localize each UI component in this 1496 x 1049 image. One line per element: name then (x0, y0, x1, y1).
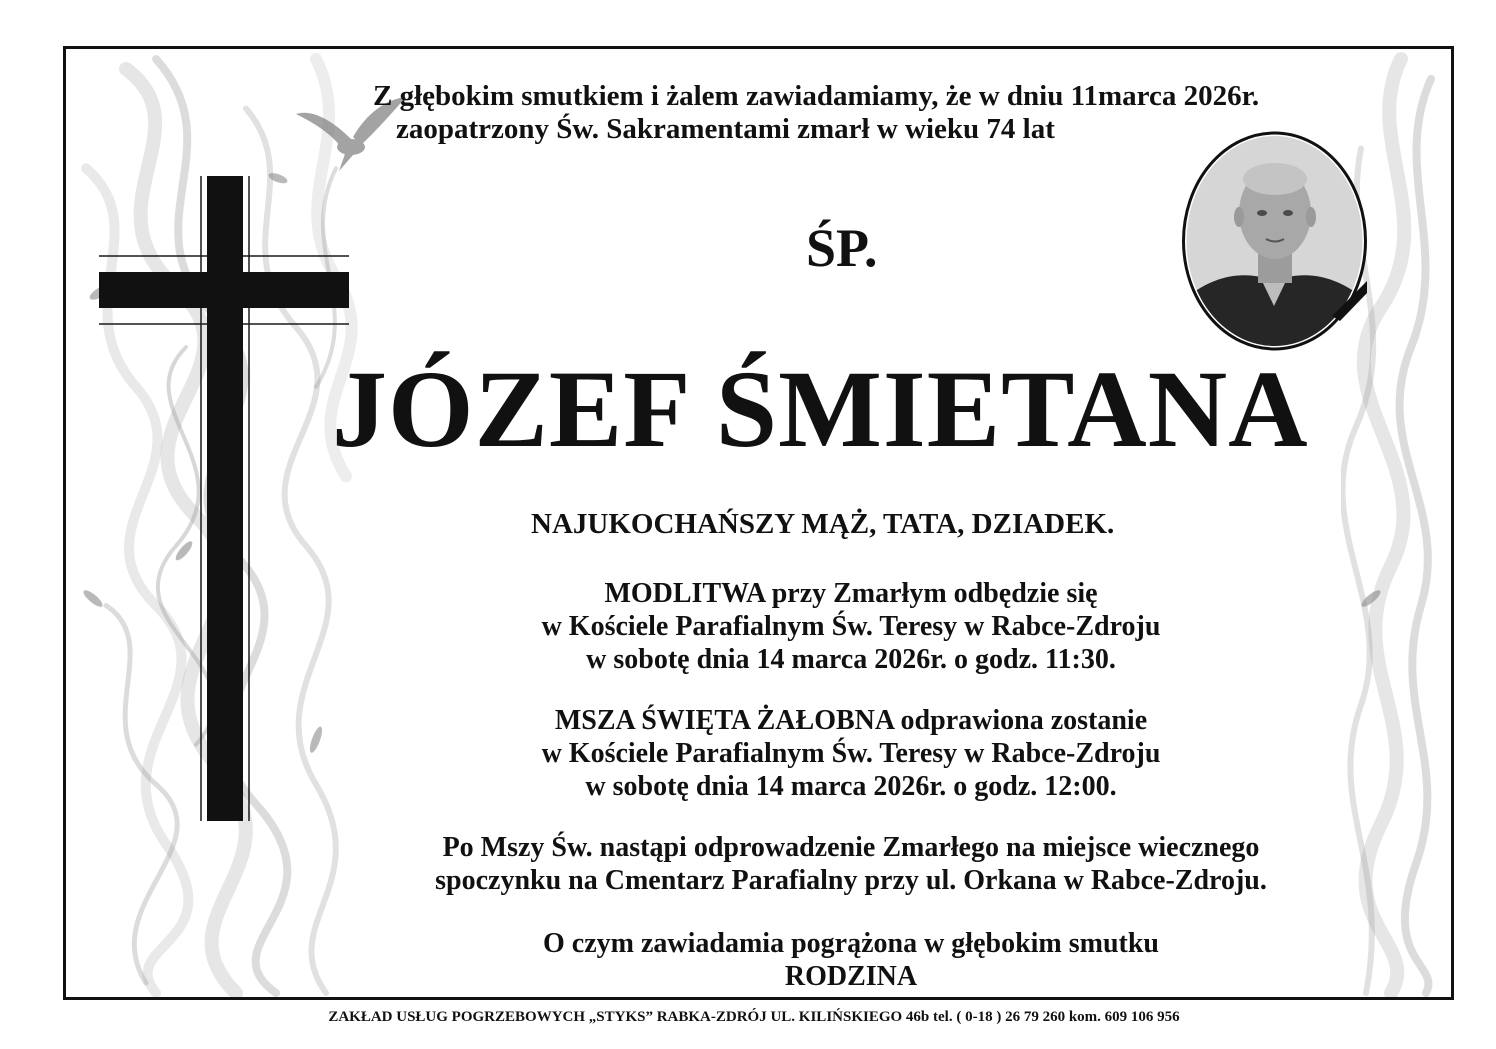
latin-cross-icon (99, 176, 349, 821)
closing-signature: RODZINA (784, 961, 918, 992)
intro-line-1: Z głębokim smutkiem i żalem zawiadamiamy, że w dniu 11marca 2026r. (373, 80, 1260, 112)
prayer-line-1: MODLITWA przy Zmarłym odbędzie się (604, 578, 1098, 609)
obituary-frame (63, 46, 1454, 1000)
portrait-photo (1182, 131, 1367, 351)
mass-line-2: w Kościele Parafialnym Św. Teresy w Rabce-Zdroju (541, 738, 1161, 769)
mass-line-1: MSZA ŚWIĘTA ŻAŁOBNA odprawiona zostanie (554, 705, 1148, 736)
burial-section (326, 831, 1376, 897)
prayer-section (326, 577, 1376, 676)
burial-line-1: Po Mszy Św. nastąpi odprowadzenie Zmarłego na miejsce wiecznego (442, 832, 1260, 863)
mass-line-3: w sobotę dnia 14 marca 2026r. o godz. 12:00. (585, 771, 1117, 802)
prayer-line-3: w sobotę dnia 14 marca 2026r. o godz. 11:30. (586, 644, 1116, 675)
prayer-line-2: w Kościele Parafialnym Św. Teresy w Rabce-Zdroju (541, 611, 1161, 642)
mass-section (326, 704, 1376, 803)
honorific: ŚP. (806, 218, 878, 278)
funeral-home-footer: ZAKŁAD USŁUG POGRZEBOWYCH „STYKS” RABKA-ZDRÓJ UL. KILIŃSKIEGO 46b tel. ( 0-18 ) 26 79 260 kom. 609 106 956 (328, 1009, 1180, 1025)
deceased-name: JÓZEF ŚMIETANA (332, 348, 1309, 470)
relation-line: NAJUKOCHAŃSZY MĄŻ, TATA, DZIADEK. (531, 508, 1115, 540)
closing-section (326, 927, 1376, 993)
closing-line-1: O czym zawiadamia pogrążona w głębokim smutku (543, 928, 1159, 959)
burial-line-2: spoczynku na Cmentarz Parafialny przy ul. Orkana w Rabce-Zdroju. (435, 865, 1267, 896)
intro-line-2: zaopatrzony Św. Sakramentami zmarł w wieku 74 lat (396, 113, 1055, 145)
